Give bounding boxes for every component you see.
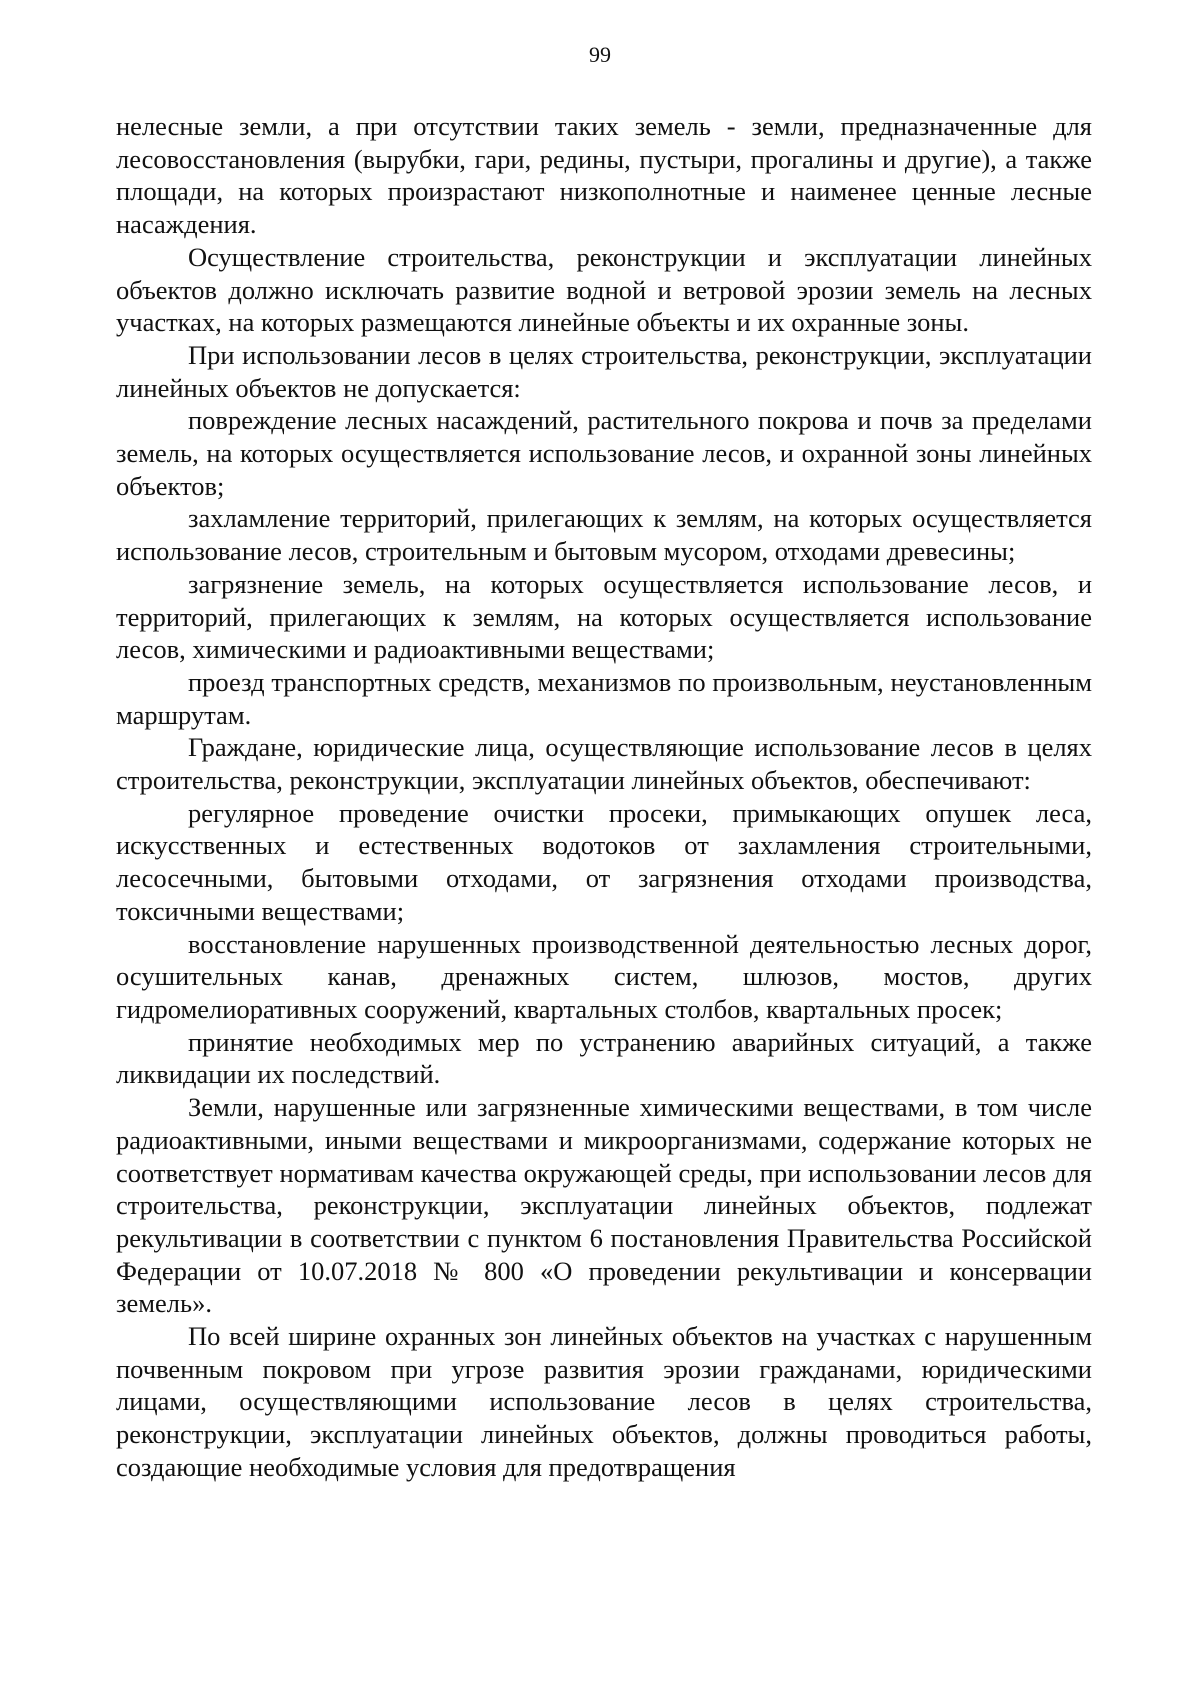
paragraph-nonforest-lands: нелесные земли, а при отсутствии таких земель - земли, предназначенные для лесовосстановления (вырубки, гари, редины, пустыри, прогалины и другие), а также площади, на которых произрастают низкополнотные и наименее ценные лесные насаждения. bbox=[116, 111, 1092, 240]
page-number: 99 bbox=[589, 42, 611, 67]
paragraph-erosion-prevention: Осуществление строительства, реконструкции и эксплуатации линейных объектов должно исключать развитие водной и ветровой эрозии земель на лесных участках, на которых размещаются линейные объекты и их охранные зоны. bbox=[116, 241, 1092, 338]
list-item-damage: повреждение лесных насаждений, растительного покрова и почв за пределами земель, на которых осуществляется использование лесов, и охранной зоны линейных объектов; bbox=[116, 405, 1092, 501]
list-item-littering: захламление территорий, прилегающих к землям, на которых осуществляется использование лесов, строительным и бытовым мусором, отходами древесины; bbox=[116, 503, 1092, 567]
paragraph-prohibitions-intro: При использовании лесов в целях строительства, реконструкции, эксплуатации линейных объектов не допускается: bbox=[116, 339, 1092, 403]
paragraph-recultivation: Земли, нарушенные или загрязненные химическими веществами, в том числе радиоактивными, иными веществами и микроорганизмами, содержание которых не соответствует нормативам качества окружающей среды, при использовании лесов для строительства, реконструкции, эксплуатации линейных объектов, подлежат рекультивации в соответствии с пунктом 6 постановления Правительства Российской Федерации от 10.07.2018 № 800 «О проведении рекультивации и консервации земель». bbox=[116, 1092, 1092, 1319]
list-item-restoration: восстановление нарушенных производственной деятельностью лесных дорог, осушительных канав, дренажных систем, шлюзов, мостов, других гидромелиоративных сооружений, квартальных столбов, квартальных просек; bbox=[116, 928, 1092, 1024]
list-item-pollution: загрязнение земель, на которых осуществляется использование лесов, и территорий, прилегающих к землям, на которых осуществляется использование лесов, химическими и радиоактивными веществами; bbox=[116, 568, 1092, 665]
list-item-emergency: принятие необходимых мер по устранению аварийных ситуаций, а также ликвидации их последствий. bbox=[116, 1026, 1092, 1090]
paragraph-protection-zones: По всей ширине охранных зон линейных объектов на участках с нарушенным почвенным покровом при угрозе развития эрозии гражданами, юридическими лицами, осуществляющими использование лесов в целях строительства, реконструкции, эксплуатации линейных объектов, должны проводиться работы, создающие необходимые условия для предотвращения bbox=[116, 1321, 1092, 1482]
list-item-vehicles: проезд транспортных средств, механизмов по произвольным, неустановленным маршрутам. bbox=[116, 666, 1092, 730]
paragraph-obligations-intro: Граждане, юридические лица, осуществляющие использование лесов в целях строительства, реконструкции, эксплуатации линейных объектов, обеспечивают: bbox=[116, 732, 1092, 796]
list-item-cleaning: регулярное проведение очистки просеки, примыкающих опушек леса, искусственных и естественных водотоков от захламления строительными, лесосечными, бытовыми отходами, от загрязнения отходами производства, токсичными веществами; bbox=[116, 797, 1092, 926]
document-body bbox=[116, 110, 1092, 1484]
